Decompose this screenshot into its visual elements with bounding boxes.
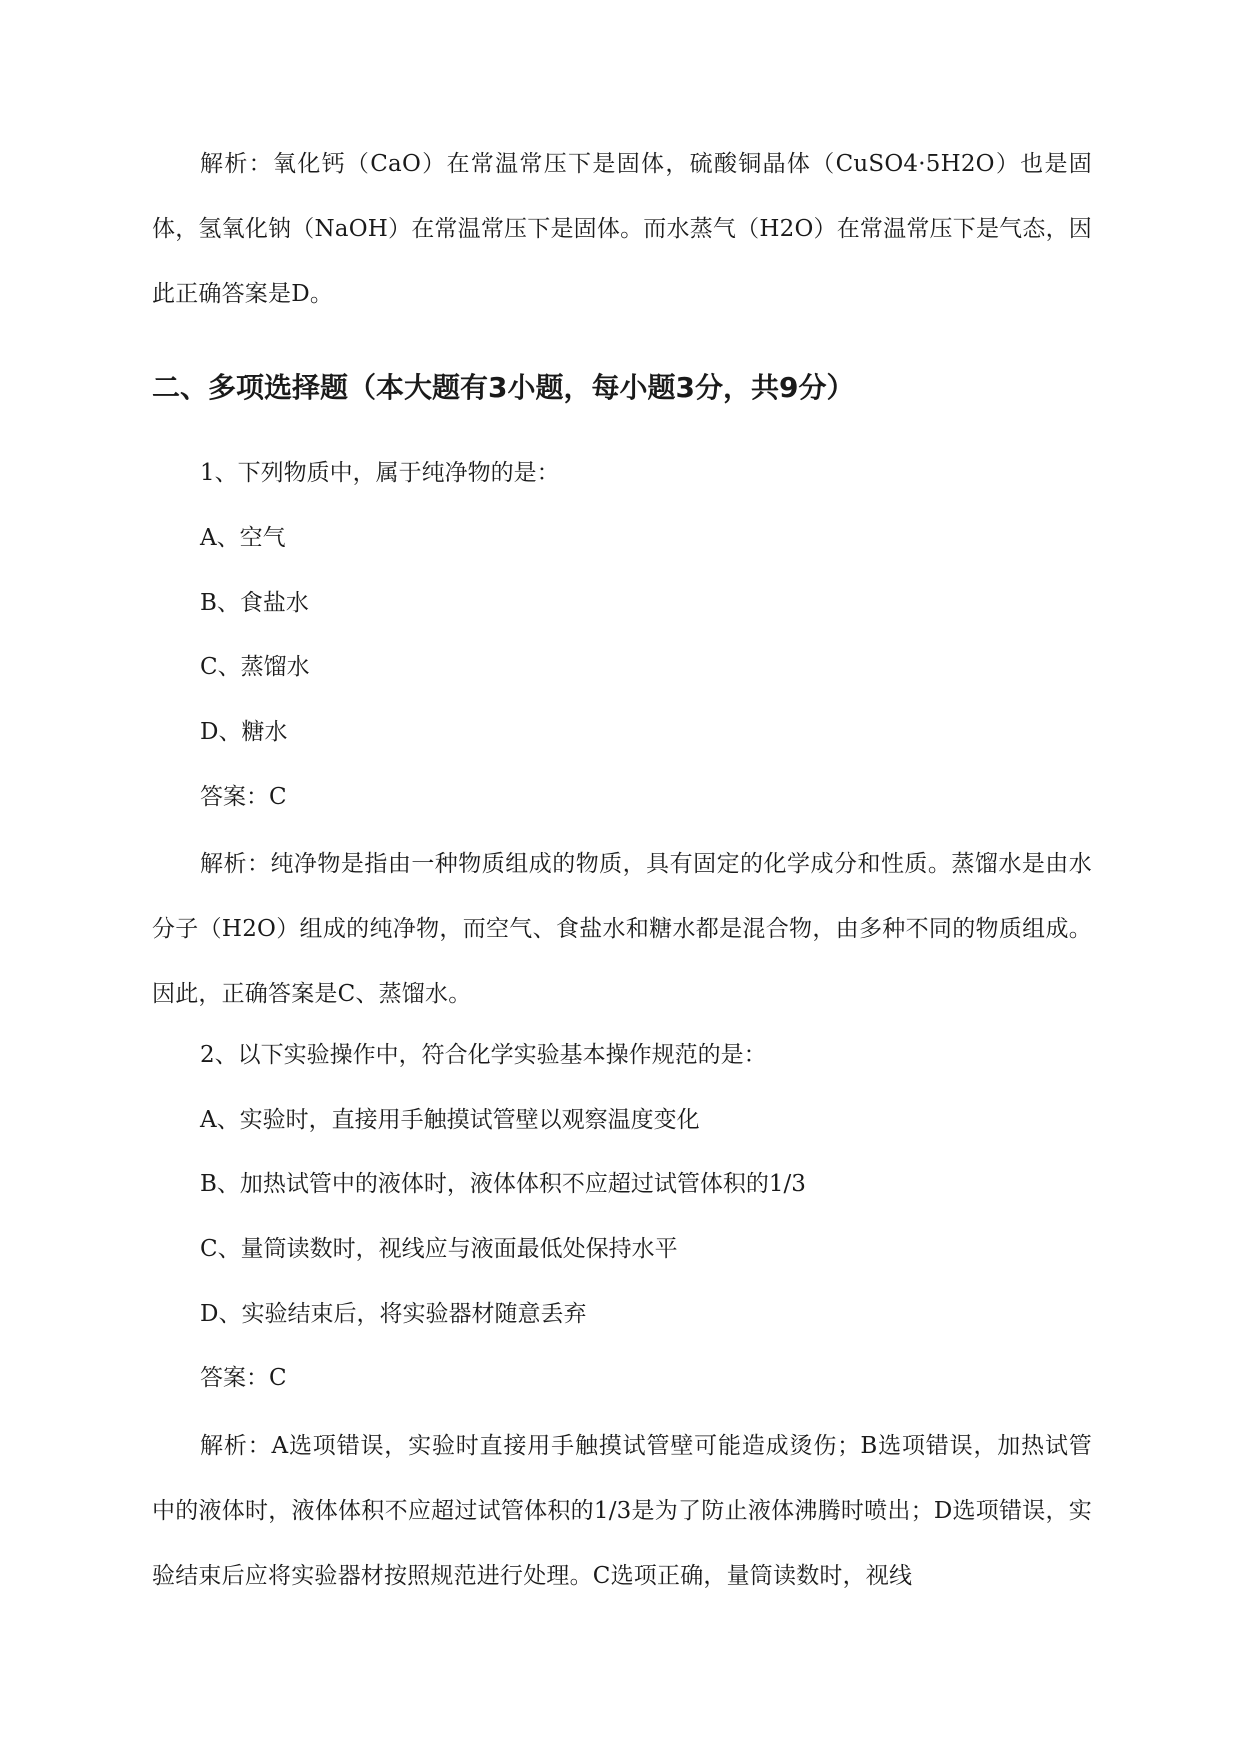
q1-option-c: C、蒸馏水	[200, 654, 310, 680]
q1-option-a: A、空气	[200, 525, 286, 551]
section-heading: 二、多项选择题（本大题有3小题，每小题3分，共9分）	[152, 371, 855, 404]
q2-question: 2、以下实验操作中，符合化学实验基本操作规范的是：	[200, 1042, 767, 1068]
q2-option-d: D、实验结束后，将实验器材随意丢弃	[200, 1301, 587, 1327]
q1-option-b: B、食盐水	[200, 590, 309, 616]
q1-question: 1、下列物质中，属于纯净物的是：	[200, 460, 560, 486]
q1-explanation: 解析：纯净物是指由一种物质组成的物质，具有固定的化学成分和性质。蒸馏水是由水分子（H2O）组成的纯净物，而空气、食盐水和糖水都是混合物，由多种不同的物质组成。因此，正确答案是C、蒸馏水。	[152, 851, 1092, 1007]
q1-option-d: D、糖水	[200, 719, 288, 745]
q1-answer: 答案：C	[200, 784, 287, 810]
q2-option-a: A、实验时，直接用手触摸试管壁以观察温度变化	[200, 1107, 700, 1133]
q2-option-c: C、量筒读数时，视线应与液面最低处保持水平	[200, 1236, 678, 1262]
q2-answer: 答案：C	[200, 1365, 287, 1391]
q2-option-b: B、加热试管中的液体时，液体体积不应超过试管体积的1/3	[200, 1171, 806, 1197]
prev-explanation: 解析：氧化钙（CaO）在常温常压下是固体，硫酸铜晶体（CuSO4·5H2O）也是固体，氢氧化钠（NaOH）在常温常压下是固体。而水蒸气（H2O）在常温常压下是气态，因此正确答案是D。	[152, 151, 1092, 307]
q2-explanation: 解析：A选项错误，实验时直接用手触摸试管壁可能造成烫伤；B选项错误，加热试管中的液体时，液体体积不应超过试管体积的1/3是为了防止液体沸腾时喷出；D选项错误，实验结束后应将实验器材按照规范进行处理。C选项正确，量筒读数时，视线	[152, 1433, 1092, 1589]
